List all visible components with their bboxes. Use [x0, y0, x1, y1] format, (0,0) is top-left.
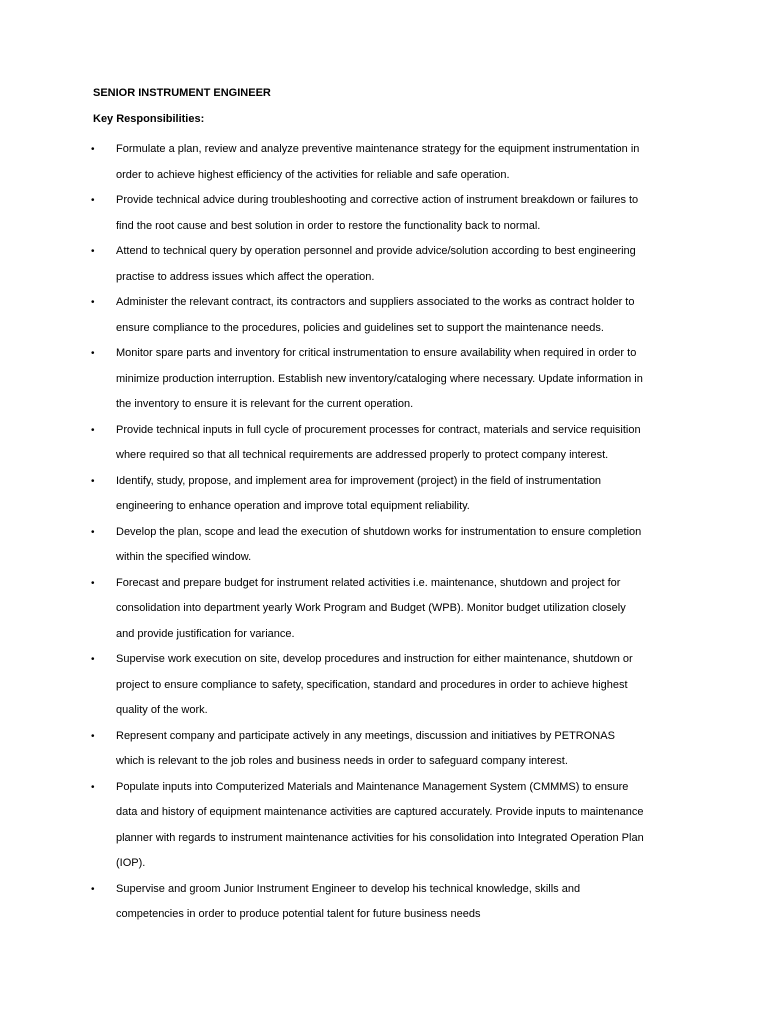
list-item [0, 520, 768, 571]
list-item-text-line: Represent company and participate actively in any meetings, discussion and initiatives by PETRONAS [116, 729, 615, 742]
bullet-icon: • [91, 577, 95, 589]
list-item-text-line: ensure compliance to the procedures, policies and guidelines set to support the maintenance needs. [116, 321, 604, 334]
list-item [0, 775, 768, 877]
list-item [0, 877, 768, 928]
list-item [0, 188, 768, 239]
list-item [0, 647, 768, 724]
list-item-text-line: Forecast and prepare budget for instrument related activities i.e. maintenance, shutdown and project for [116, 576, 621, 589]
list-item [0, 239, 768, 290]
list-item-text-line: minimize production interruption. Establish new inventory/cataloging where necessary. Update information in [116, 372, 643, 385]
list-item-text-line: project to ensure compliance to safety, specification, standard and procedures in order to achieve highest [116, 678, 628, 691]
list-item-text-line: within the specified window. [116, 551, 252, 563]
list-item-text-line: planner with regards to instrument maintenance activities for his consolidation into Integrated Operation Plan [116, 831, 644, 844]
bullet-icon: • [91, 730, 95, 742]
list-item [0, 418, 768, 469]
bullet-icon: • [91, 475, 95, 487]
responsibilities-list [0, 137, 768, 928]
bullet-icon: • [91, 246, 95, 257]
list-item-text-line: order to achieve highest efficiency of the activities for reliable and safe operation. [116, 168, 510, 181]
list-item-text-line: and provide justification for variance. [116, 627, 295, 640]
list-item-text-line: Populate inputs into Computerized Materials and Maintenance Management System (CMMMS) to ensure [116, 780, 629, 793]
list-item-text-line: Develop the plan, scope and lead the execution of shutdown works for instrumentation to ensure completion [116, 525, 642, 538]
list-item-text-line: Provide technical advice during troubleshooting and corrective action of instrument breakdown or failures to [116, 194, 639, 206]
list-item-text-line: which is relevant to the job roles and business needs in order to safeguard company interest. [116, 755, 568, 767]
list-item-text-line: the inventory to ensure it is relevant for the current operation. [116, 398, 414, 410]
bullet-icon: • [91, 297, 95, 308]
section-heading: Key Responsibilities: [93, 113, 205, 125]
document-title: SENIOR INSTRUMENT ENGINEER [93, 87, 271, 99]
list-item [0, 571, 768, 648]
list-item-text-line: Supervise and groom Junior Instrument Engineer to develop his technical knowledge, skills and [116, 882, 581, 895]
list-item [0, 469, 768, 520]
list-item [0, 341, 768, 418]
list-item-text-line: Formulate a plan, review and analyze preventive maintenance strategy for the equipment instrumentation in [116, 143, 640, 155]
list-item-text-line: where required so that all technical requirements are addressed properly to protect company interest. [116, 449, 609, 461]
bullet-icon: • [91, 781, 95, 793]
list-item-text-line: quality of the work. [116, 704, 208, 716]
list-item-text-line: Attend to technical query by operation personnel and provide advice/solution according to best engineering [116, 245, 636, 257]
bullet-icon: • [91, 144, 95, 155]
list-item-text-line: consolidation into department yearly Work Program and Budget (WPB). Monitor budget utilization closely [116, 602, 626, 614]
list-item-text-line: practise to address issues which affect the operation. [116, 270, 375, 283]
bullet-icon: • [91, 526, 95, 538]
list-item [0, 290, 768, 341]
bullet-icon: • [91, 195, 95, 206]
list-item-text-line: find the root cause and best solution in order to restore the functionality back to normal. [116, 219, 541, 232]
bullet-icon: • [91, 883, 95, 895]
list-item [0, 137, 768, 188]
list-item-text-line: Identify, study, propose, and implement area for improvement (project) in the field of instrumentation [116, 474, 602, 487]
list-item-text-line: competencies in order to produce potential talent for future business needs [116, 908, 481, 920]
list-item-text-line: data and history of equipment maintenance activities are captured accurately. Provide inputs to maintenance [116, 806, 644, 818]
bullet-icon: • [91, 348, 95, 359]
bullet-icon: • [91, 424, 95, 436]
list-item-text-line: Supervise work execution on site, develop procedures and instruction for either maintenance, shutdown or [116, 653, 633, 665]
list-item-text-line: Provide technical inputs in full cycle of procurement processes for contract, materials and service requisition [116, 423, 641, 436]
list-item-text-line: engineering to enhance operation and improve total equipment reliability. [116, 500, 470, 512]
list-item [0, 724, 768, 775]
list-item-text-line: Monitor spare parts and inventory for critical instrumentation to ensure availability when required in order to [116, 347, 637, 359]
list-item-text-line: (IOP). [116, 857, 146, 869]
list-item-text-line: Administer the relevant contract, its contractors and suppliers associated to the works as contract holder to [116, 296, 635, 308]
bullet-icon: • [91, 654, 95, 665]
